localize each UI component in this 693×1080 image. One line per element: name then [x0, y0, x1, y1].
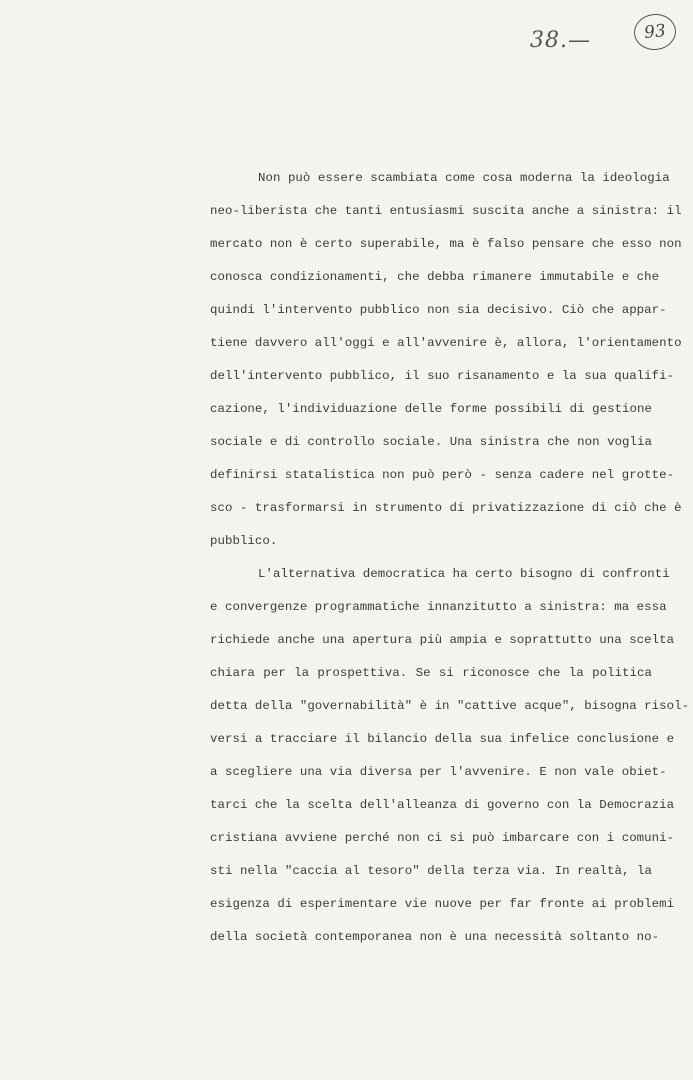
text-line: versi a tracciare il bilancio della sua infelice conclusione e	[210, 732, 675, 746]
text-line: tiene davvero all'oggi e all'avvenire è, allora, l'orientamento	[210, 336, 682, 350]
text-line: e convergenze programmatiche innanzitutto a sinistra: ma essa	[210, 600, 667, 614]
text-line: definirsi statalistica non può però - senza cadere nel grotte-	[210, 468, 675, 482]
text-line: L'alternativa democratica ha certo bisogno di confronti	[258, 567, 670, 581]
text-line: neo-liberista che tanti entusiasmi suscita anche a sinistra: il	[210, 204, 682, 218]
text-line: sti nella "caccia al tesoro" della terza via. In realtà, la	[210, 864, 652, 878]
text-line: sociale e di controllo sociale. Una sinistra che non voglia	[210, 435, 652, 449]
text-line: detta della "governabilità" è in "cattive acque", bisogna risol-	[210, 699, 690, 713]
text-line: quindi l'intervento pubblico non sia decisivo. Ciò che appar-	[210, 303, 667, 317]
text-line: dell'intervento pubblico, il suo risanamento e la sua qualifi-	[210, 369, 675, 383]
page-stamp: 93	[632, 12, 678, 52]
text-line: sco - trasformarsi in strumento di privatizzazione di ciò che è	[210, 501, 682, 515]
handwritten-page-number: 38.—	[530, 28, 591, 53]
text-line: mercato non è certo superabile, ma è falso pensare che esso non	[210, 237, 682, 251]
text-line: cristiana avviene perché non ci si può imbarcare con i comuni-	[210, 831, 675, 845]
text-line: esigenza di esperimentare vie nuove per far fronte ai problemi	[210, 897, 675, 911]
text-line: Non può essere scambiata come cosa moderna la ideologia	[258, 171, 670, 185]
text-line: a scegliere una via diversa per l'avvenire. E non vale obiet-	[210, 765, 667, 779]
text-line: chiara per la prospettiva. Se si riconosce che la politica	[210, 666, 652, 680]
text-line: pubblico.	[210, 534, 278, 548]
text-line: richiede anche una apertura più ampia e soprattutto una scelta	[210, 633, 675, 647]
text-line: cazione, l'individuazione delle forme possibili di gestione	[210, 402, 652, 416]
text-line: della società contemporanea non è una necessità soltanto no-	[210, 930, 660, 944]
text-line: conosca condizionamenti, che debba rimanere immutabile e che	[210, 270, 660, 284]
text-line: tarci che la scelta dell'alleanza di governo con la Democrazia	[210, 798, 675, 812]
